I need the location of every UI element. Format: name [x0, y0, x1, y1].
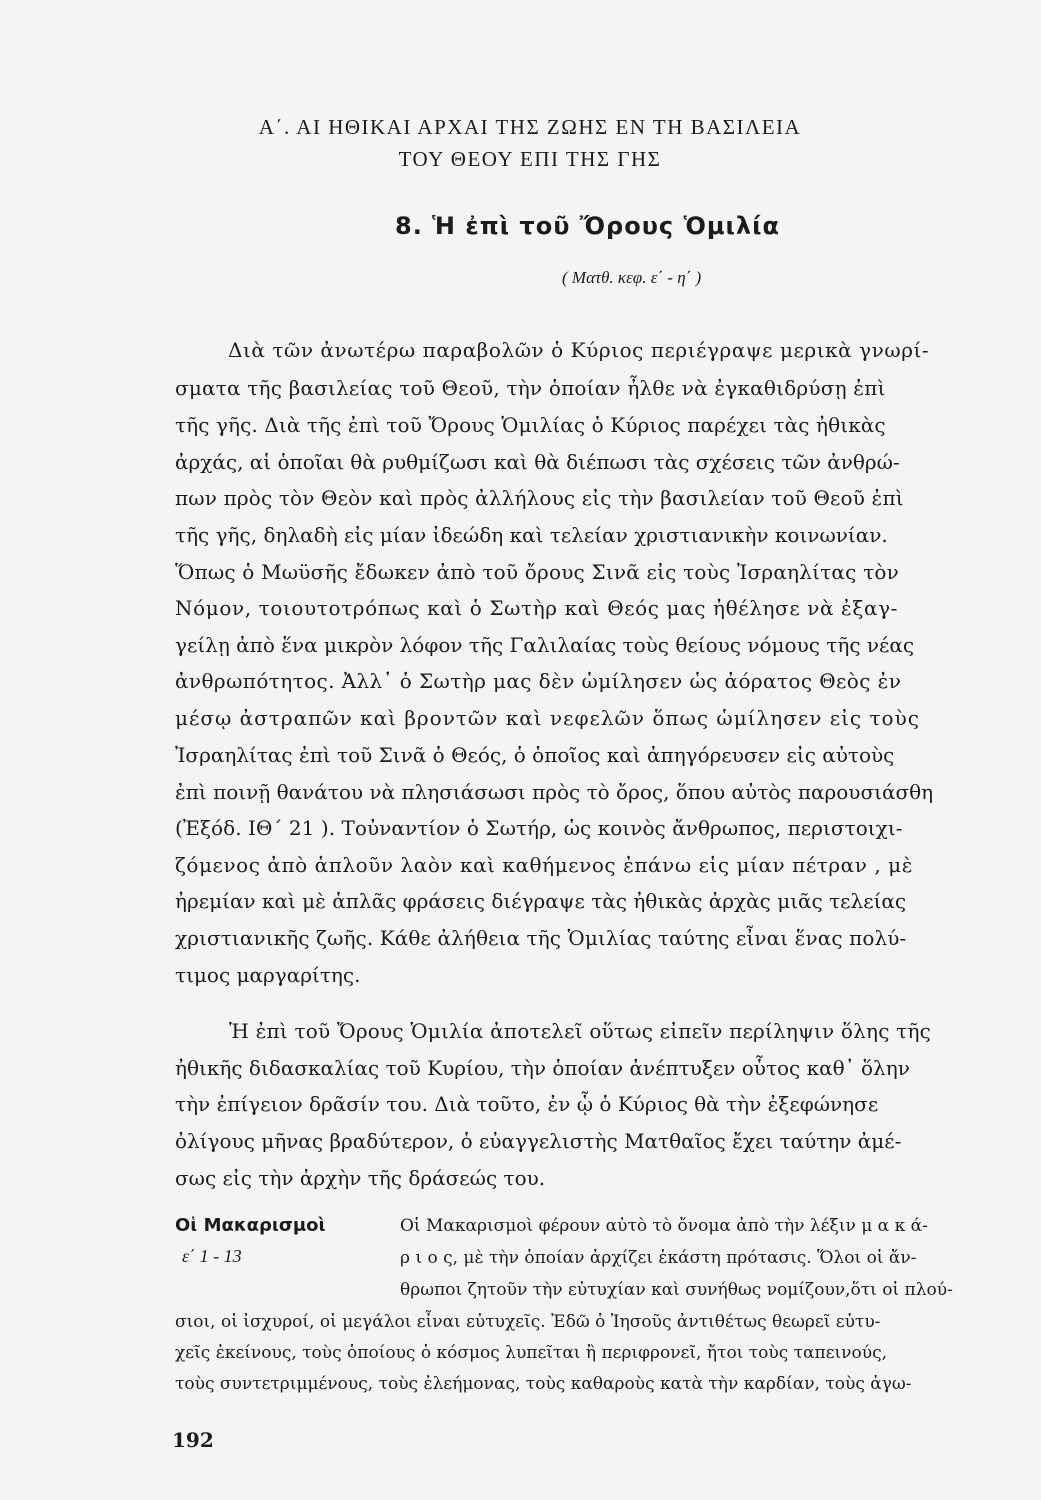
body-text-line: τῆς γῆς, δηλαδὴ εἰς μίαν ἰδεώδη καὶ τελείαν χριστιανικὴν κοινωνίαν. [175, 523, 888, 547]
body-text-line: σως εἰς τὴν ἀρχὴν τῆς δράσεώς του. [175, 1166, 546, 1190]
body-text-line: χριστιανικῆς ζωῆς. Κάθε ἀλήθεια τῆς Ὁμιλίας ταύτης εἶναι ἕνας πολύ- [175, 926, 907, 950]
page-number: 192 [172, 1428, 214, 1452]
body-text-line: ἠρεμίαν καὶ μὲ ἁπλᾶς φράσεις διέγραψε τὰς ἠθικὰς ἀρχὰς μιᾶς τελείας [175, 889, 907, 913]
section-title: 8. Ἡ ἐπὶ τοῦ Ὄρους Ὁμιλία [395, 212, 780, 240]
body-text-line: πων πρὸς τὸν Θεὸν καὶ πρὸς ἀλλήλους εἰς τὴν βασιλείαν τοῦ Θεοῦ ἐπὶ [175, 486, 904, 510]
section-reference: ( Ματθ. κεφ. ε΄ - η΄ ) [562, 268, 702, 287]
body-text-line: τῆς γῆς. Διὰ τῆς ἐπὶ τοῦ Ὄρους Ὁμιλίας ὁ Κύριος παρέχει τὰς ἠθικὰς [175, 413, 886, 437]
body-text-line: Ὅπως ὁ Μωϋσῆς ἔδωκεν ἀπὸ τοῦ ὄρους Σινᾶ εἰς τοὺς Ἰσραηλίτας τὸν [175, 560, 899, 584]
body-text-line: (Ἐξόδ. ΙΘ΄ 21 ). Τοὐναντίον ὁ Σωτήρ, ὡς κοινὸς ἄνθρωπος, περιστοιχι- [175, 816, 903, 840]
chapter-heading-line-2: ΤΟΥ ΘΕΟΥ ΕΠΙ ΤΗΣ ΓΗΣ [398, 147, 662, 171]
small-text-line: τοὺς συντετριμμένους, τοὺς ἐλεήμονας, τοὺς καθαροὺς κατὰ τὴν καρδίαν, τοὺς ἀγω- [175, 1374, 912, 1394]
small-text-line: χεῖς ἐκείνους, τοὺς ὁποίους ὁ κόσμος λυπεῖται ἢ περιφρονεῖ, ἤτοι τοὺς ταπεινούς, [175, 1343, 887, 1363]
body-text-line: Διὰ τῶν ἀνωτέρω παραβολῶν ὁ Κύριος περιέγραψε μερικὰ γνωρί- [228, 338, 930, 362]
body-text-line: μέσῳ ἀστραπῶν καὶ βροντῶν καὶ νεφελῶν ὅπως ὡμίλησεν εἰς τοὺς [175, 706, 920, 730]
small-text-line: Οἱ Μακαρισμοὶ φέρουν αὐτὸ τὸ ὄνομα ἀπὸ τὴν λέξιν μ α κ ά- [400, 1216, 928, 1236]
body-text-line: τὴν ἐπίγειον δρᾶσίν του. Διὰ τοῦτο, ἐν ᾧ ὁ Κύριος θὰ τὴν ἐξεφώνησε [175, 1092, 879, 1116]
sidenote-reference: ε΄ 1 - 13 [182, 1246, 242, 1266]
body-text-line: ὀλίγους μῆνας βραδύτερον, ὁ εὐαγγελιστὴς Ματθαῖος ἔχει ταύτην ἀμέ- [175, 1129, 902, 1153]
body-text-line: ἐπὶ ποινῇ θανάτου νὰ πλησιάσωσι πρὸς τὸ ὄρος, ὅπου αὐτὸς παρουσιάσθη [175, 780, 934, 804]
body-text-line: ζόμενος ἀπὸ ἁπλοῦν λαὸν καὶ καθήμενος ἐπάνω εἰς μίαν πέτραν , μὲ [175, 853, 914, 877]
body-text-line: ἠθικῆς διδασκαλίας τοῦ Κυρίου, τὴν ὁποίαν ἀνέπτυξεν οὗτος καθ᾽ ὅλην [175, 1056, 910, 1080]
body-text-line: Ἡ ἐπὶ τοῦ Ὄρους Ὁμιλία ἀποτελεῖ οὕτως εἰπεῖν περίληψιν ὅλης τῆς [229, 1019, 932, 1043]
body-text-line: Νόμον, τοιουτοτρόπως καὶ ὁ Σωτὴρ καὶ Θεός μας ἠθέλησε νὰ ἐξαγ- [175, 596, 899, 620]
body-text-line: τιμος μαργαρίτης. [175, 963, 361, 987]
body-text-line: Ἰσραηλίτας ἐπὶ τοῦ Σινᾶ ὁ Θεός, ὁ ὁποῖος καὶ ἀπηγόρευσεν εἰς αὐτοὺς [175, 743, 895, 767]
body-text-line: ἀνθρωπότητος. Ἀλλ᾽ ὁ Σωτὴρ μας δὲν ὡμίλησεν ὡς ἀόρατος Θεὸς ἐν [175, 669, 902, 693]
body-text-line: γείλῃ ἀπὸ ἕνα μικρὸν λόφον τῆς Γαλιλαίας τοὺς θείους νόμους τῆς νέας [175, 633, 915, 657]
small-text-line: ρ ι ο ς, μὲ τὴν ὁποίαν ἀρχίζει ἑκάστη πρότασις. Ὅλοι οἱ ἄν- [400, 1248, 917, 1268]
body-text-line: ἀρχάς, αἱ ὁποῖαι θὰ ρυθμίζωσι καὶ θὰ διέπωσι τὰς σχέσεις τῶν ἀνθρώ- [175, 450, 900, 474]
chapter-heading-line-1: Α΄. ΑΙ ΗΘΙΚΑΙ ΑΡΧΑΙ ΤΗΣ ΖΩΗΣ ΕΝ ΤΗ ΒΑΣΙΛΕΙΑ [258, 115, 802, 139]
body-text-line: σματα τῆς βασιλείας τοῦ Θεοῦ, τὴν ὁποίαν ἦλθε νὰ ἐγκαθιδρύσῃ ἐπὶ [175, 376, 886, 400]
small-text-line: σιοι, οἱ ἰσχυροί, οἱ μεγάλοι εἶναι εὐτυχεῖς. Ἐδῶ ὁ Ἰησοῦς ἀντιθέτως θεωρεῖ εὐτυ- [175, 1312, 881, 1332]
small-text-line: θρωποι ζητοῦν τὴν εὐτυχίαν καὶ συνήθως νομίζουν,ὅτι οἱ πλού- [400, 1280, 953, 1300]
sidenote-title: Οἱ Μακαρισμοὶ [175, 1215, 326, 1236]
